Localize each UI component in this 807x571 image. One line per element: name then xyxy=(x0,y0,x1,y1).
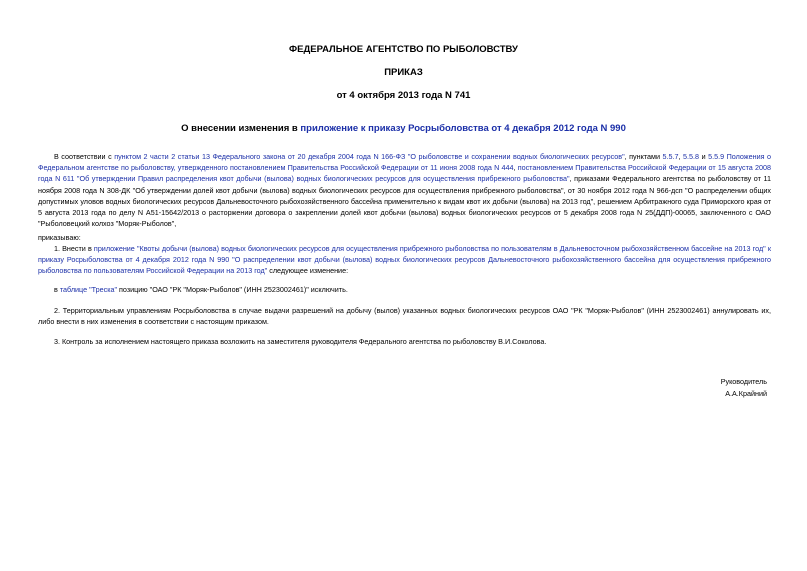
title-prefix: О внесении изменения в xyxy=(181,123,301,134)
item-2: 2. Территориальным управлениям Росрыболовства в случае выдачи разрешений на добычу (вылов) указанных водных биологических ресурсов ОАО "РК "Моряк-Рыболов" (ИНН 2523002461) аннулировать их, либо внести в них изменения в соответствии с настоящим приказом. xyxy=(38,306,771,327)
title-link[interactable]: приложение к приказу Росрыболовства от 4 декабря 2012 года N 990 xyxy=(300,123,626,134)
preamble-text-5: , xyxy=(513,163,518,173)
appendix-link[interactable]: приложение "Квоты добычи (вылова) водных биологических ресурсов для осуществления прибрежного рыболовства по пользователям в Дальневосточном рыбохозяйственном бассейне на 2013 год" к приказу Росрыболовства от 4 декабря 2012 года N 990 "О распределении квот добычи (вылова) водных биологических ресурсов Дальневосточного рыбохозяйственного бассейна для осуществления прибрежного рыболовства по пользователям Российской Федерации на 2013 год" xyxy=(38,244,771,276)
signature-position: Руководитель xyxy=(720,377,767,386)
preamble-text-6: , приказами Федерального агентства по рыболовству от 11 ноября 2008 года N 308-ДК "Об утверждении долей квот добычи (вылова) водных биологических ресурсов для осуществления прибрежного рыболовства", от 30 ноября 2012 года N 966-дсп "О распределении общих допустимых уловов водных биологических ресурсов Дальневосточного рыбохозяйственного бассейна применительно к видам квот их добычи (вылова) на 2013 год", решением Арбитражного суда Приморского края от 5 августа 2013 года по делу N А51-15642/2013 о расторжении договора о закреплении долей квот добычи (вылова) водных биологических ресурсов от 5 декабря 2008 года N 25(ДДП)-00065, заключенного с ОАО "Рыболовецкий колхоз "Моряк-Рыболов", xyxy=(38,174,771,229)
clause-link-557[interactable]: 5.5.7 xyxy=(662,152,679,161)
table-link[interactable]: таблице "Треска" xyxy=(59,285,118,294)
item1-text-1: 1. Внести в xyxy=(54,244,94,253)
item1-sub-text-1: в xyxy=(54,285,60,294)
item-1 xyxy=(38,243,771,277)
preamble-paragraph xyxy=(38,151,771,229)
doc-date-number: от 4 октября 2013 года N 741 xyxy=(336,90,471,101)
regulation-link[interactable]: 5.5.9 Положения о Федеральном агентстве по рыболовству, утвержденного постановлением Правительства Российской Федерации от 11 июня 2008 года N 444 xyxy=(38,152,772,173)
item1-sub-text-2: позицию "ОАО "РК "Моряк-Рыболов" (ИНН 2523002461)" исключить. xyxy=(117,285,348,294)
agency-title: ФЕДЕРАЛЬНОЕ АГЕНТСТВО ПО РЫБОЛОВСТВУ xyxy=(289,44,518,55)
preamble-text-1: В соответствии с xyxy=(54,152,115,161)
law-link[interactable]: пунктом 2 части 2 статьи 13 Федерального закона от 20 декабря 2004 года N 166-ФЗ "О рыболовстве и сохранении водных биологических ресурсов" xyxy=(114,152,625,161)
preamble-text-2: , пунктами xyxy=(624,152,663,161)
order-word: приказываю: xyxy=(38,233,81,242)
resolution-link[interactable]: постановлением Правительства Российской Федерации от 15 августа 2008 года N 611 "Об утверждении Правил распределения квот добычи (вылова) водных биологических ресурсов для осуществления прибрежного рыболовства" xyxy=(38,163,771,184)
doc-title xyxy=(0,123,807,134)
item1-text-2: следующее изменение: xyxy=(267,266,349,276)
preamble-text-4: и xyxy=(699,152,709,161)
signature-name: А.А.Крайний xyxy=(725,389,767,398)
item-1-sub xyxy=(38,284,771,295)
doc-type: ПРИКАЗ xyxy=(384,67,423,78)
clause-link-558[interactable]: 5.5.8 xyxy=(683,152,700,161)
item-3: 3. Контроль за исполнением настоящего приказа возложить на заместителя руководителя Федерального агентства по рыболовству В.И.Соколова. xyxy=(54,337,547,346)
preamble-text-3: , xyxy=(678,152,684,161)
